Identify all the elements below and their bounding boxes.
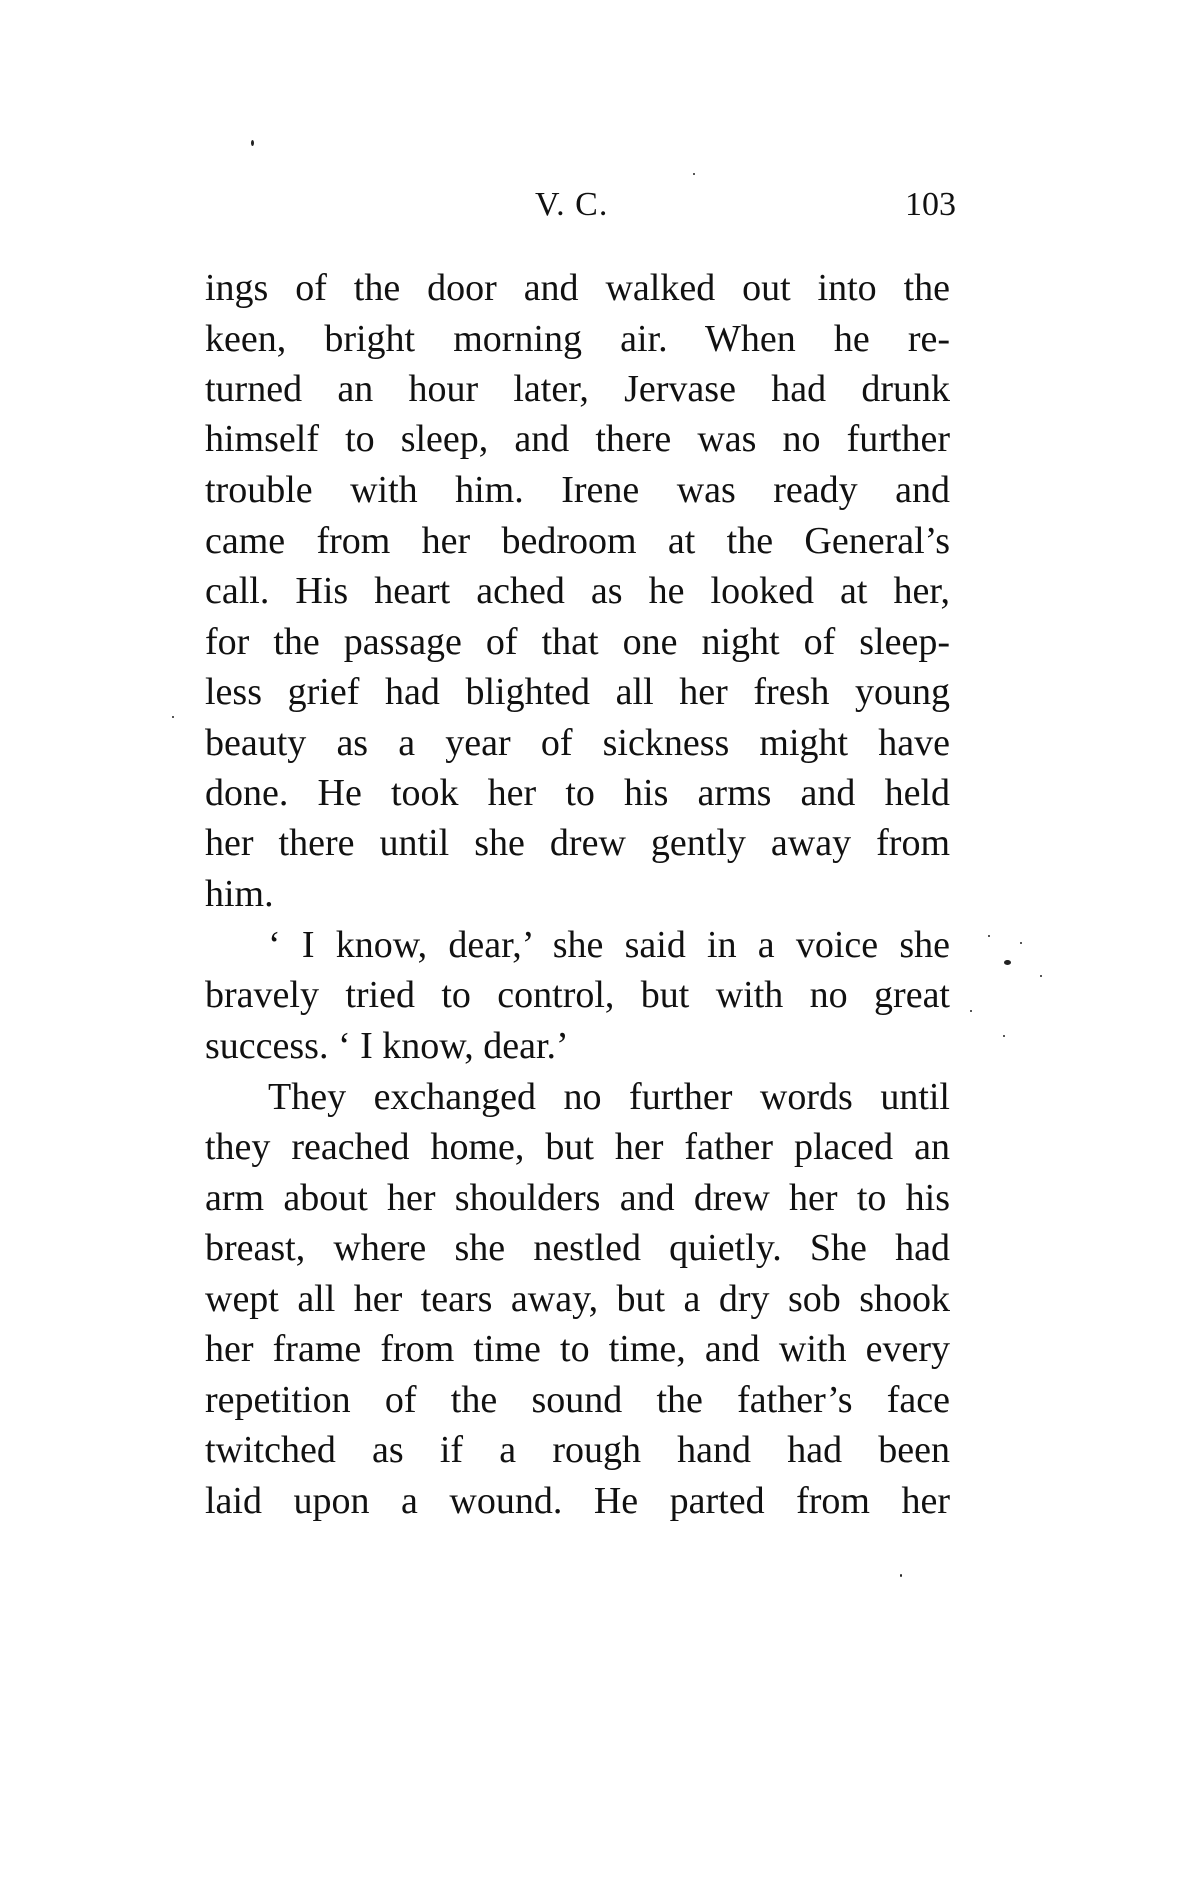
text-line: ings of the door and walked out into the — [205, 267, 950, 309]
scan-speck — [172, 716, 174, 718]
text-line: her frame from time to time, and with every — [205, 1328, 950, 1370]
scan-speck — [1004, 960, 1011, 965]
text-line: They exchanged no further words until — [268, 1076, 950, 1118]
text-line: her there until she drew gently away from — [205, 822, 950, 864]
text-line: ‘ I know, dear,’ she said in a voice she — [268, 924, 950, 966]
scan-speck — [251, 140, 254, 146]
scan-speck — [1040, 975, 1042, 977]
text-line: him. — [205, 873, 274, 915]
text-line: beauty as a year of sickness might have — [205, 722, 950, 764]
text-line: breast, where she nestled quietly. She had — [205, 1227, 950, 1269]
scan-speck — [693, 173, 695, 175]
text-line: success. ‘ I know, dear.’ — [205, 1025, 569, 1067]
scan-speck — [970, 1010, 972, 1012]
text-line: done. He took her to his arms and held — [205, 772, 950, 814]
text-line: arm about her shoulders and drew her to his — [205, 1177, 950, 1219]
text-line: call. His heart ached as he looked at her, — [205, 570, 950, 612]
text-line: laid upon a wound. He parted from her — [205, 1480, 950, 1522]
text-line: himself to sleep, and there was no further — [205, 418, 950, 460]
running-head: V. C. — [535, 186, 609, 223]
page-number: 103 — [905, 186, 956, 223]
text-line: wept all her tears away, but a dry sob shook — [205, 1278, 950, 1320]
scan-speck — [900, 1574, 902, 1577]
text-line: bravely tried to control, but with no great — [205, 974, 950, 1016]
scan-speck — [1003, 1035, 1005, 1037]
text-line: repetition of the sound the father’s face — [205, 1379, 950, 1421]
text-line: keen, bright morning air. When he re- — [205, 318, 950, 360]
text-line: came from her bedroom at the General’s — [205, 520, 950, 562]
text-line: turned an hour later, Jervase had drunk — [205, 368, 950, 410]
text-line: twitched as if a rough hand had been — [205, 1429, 950, 1471]
text-line: less grief had blighted all her fresh young — [205, 671, 950, 713]
text-line: for the passage of that one night of sleep- — [205, 621, 950, 663]
text-line: trouble with him. Irene was ready and — [205, 469, 950, 511]
scan-speck — [1020, 942, 1022, 944]
scan-speck — [988, 935, 990, 937]
text-line: they reached home, but her father placed an — [205, 1126, 950, 1168]
